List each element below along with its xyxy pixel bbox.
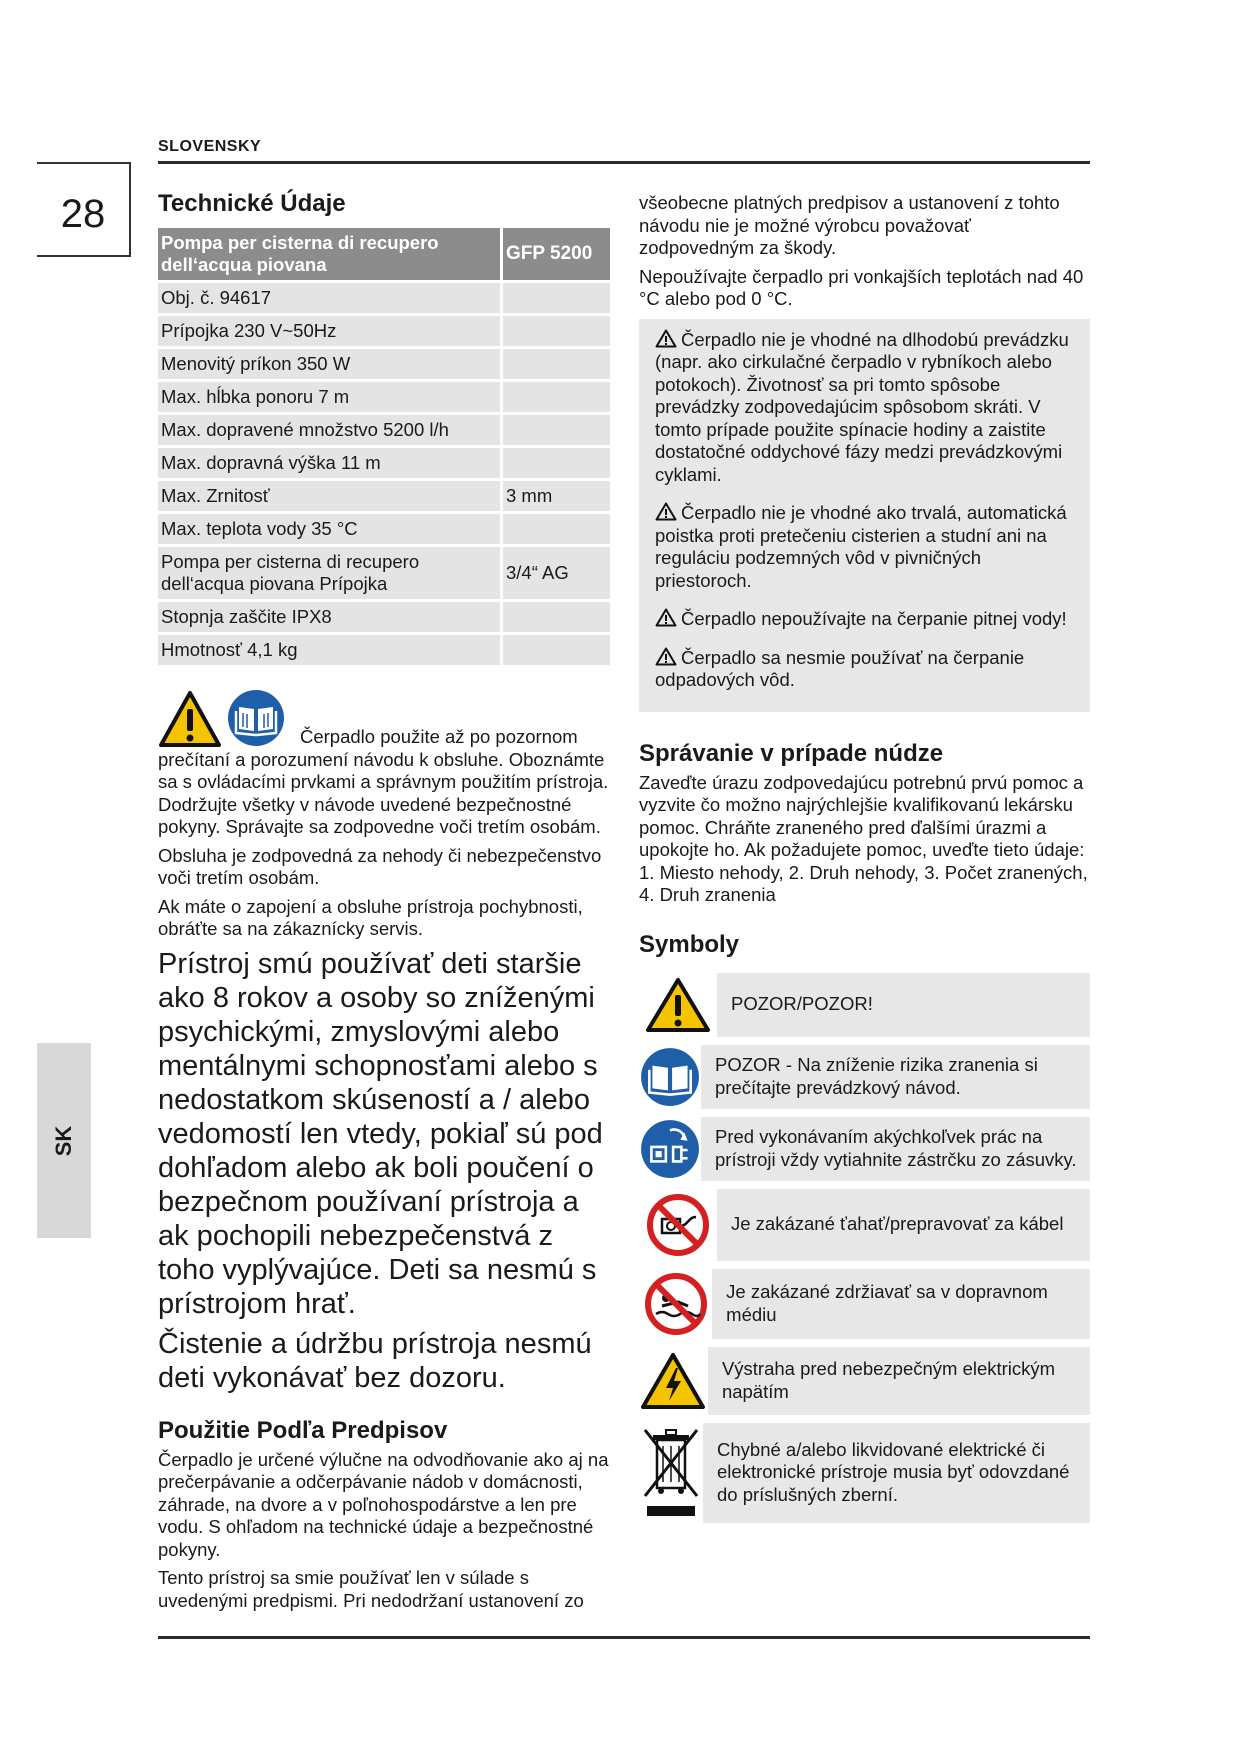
caution-notes-box <box>639 319 1090 712</box>
emergency-title: Správanie v prípade núdze <box>639 739 944 767</box>
intro-block <box>158 688 610 941</box>
spec-value: 3/4“ AG <box>500 547 610 599</box>
symbol-text: Chybné a/alebo likvidované elektrické či elektronické prístroje musia byť odovzdané do príslušných zberní. <box>717 1438 1070 1505</box>
spec-value <box>500 316 610 346</box>
spec-value <box>500 448 610 478</box>
spec-row <box>158 349 610 379</box>
spec-label: Obj. č. 94617 <box>158 283 500 313</box>
caution-triangle-icon <box>655 608 677 627</box>
unplug-icon <box>639 1118 701 1180</box>
cleaning-warning: Čistenie a údržbu prístroja nesmú deti vykonávať bez dozoru. <box>158 1327 592 1394</box>
spec-row <box>158 635 610 665</box>
symbol-text: Výstraha pred nebezpečným elektrickým napätím <box>721 1358 1056 1402</box>
bottom-divider <box>158 1636 1090 1639</box>
caution-note <box>655 502 1076 592</box>
spec-row <box>158 602 610 632</box>
spec-row <box>158 283 610 313</box>
spec-value <box>500 283 610 313</box>
spec-value <box>500 635 610 665</box>
tech-title: Technické Údaje <box>158 190 346 217</box>
warning-icon <box>645 977 711 1033</box>
right-column <box>639 192 1090 1531</box>
symbol-text: Je zakázané ťahať/prepravovať za kábel <box>731 1213 1064 1235</box>
caution-triangle-icon <box>655 502 677 521</box>
symbol-text: POZOR - Na zníženie rizika zranenia si prečítajte prevádzkový návod. <box>715 1054 1038 1098</box>
spec-table-header <box>158 228 610 280</box>
caution-note-text: Čerpadlo sa nesmie používať na čerpanie odpadových vôd. <box>655 646 1025 690</box>
side-tab-label: SK <box>51 1125 76 1156</box>
symbol-text: Pred vykonávaním akýchkoľvek prác na prístroji vždy vytiahnite zástrčku zo zásuvky. <box>715 1126 1077 1170</box>
intro-paragraph-2: Obsluha je zodpovedná za nehody či nebezpečenstvo voči tretím osobám. <box>158 844 602 888</box>
spec-value: 3 mm <box>500 481 610 511</box>
intro-paragraph-1: Čerpadlo použite až po pozornom prečítaní a porozumení návodu k obsluhe. Oboznámte sa s ovládacími prvkami a správnym použitím prístroja. Dodržujte všetky v návode uvedené bezpečnostné pokyny. Správajte sa zodpovedne voči tretím osobám. <box>158 726 609 837</box>
spec-row <box>158 481 610 511</box>
symbol-text: POZOR/POZOR! <box>731 993 873 1015</box>
no-swimming-icon <box>644 1272 708 1336</box>
usage-paragraph-1: Čerpadlo je určené výlučne na odvodňovanie ako aj na prečerpávanie a odčerpávanie nádob v domácnosti, záhrade, na dvore a v poľnohospodárstve a len pre vodu. S ohľadom na technické údaje a bezpečnostné pokyny. <box>158 1448 609 1560</box>
symbols-title: Symboly <box>639 930 740 958</box>
symbol-item <box>639 1189 1090 1261</box>
caution-note-text: Čerpadlo nepoužívajte na čerpanie pitnej vody! <box>681 608 1067 629</box>
spec-label: Pompa per cisterna di recupero dell‘acqua piovana Prípojka <box>158 547 500 599</box>
symbol-text: Je zakázané zdržiavať sa v dopravnom médiu <box>726 1281 1048 1325</box>
usage-paragraph-3: všeobecne platných predpisov a ustanovení z tohto návodu nie je možné výrobcu považovať zodpovedným za škody. <box>639 192 1060 258</box>
spec-label: Stopnja zaščite IPX8 <box>158 602 500 632</box>
side-language-tab <box>37 1043 91 1238</box>
spec-row <box>158 415 610 445</box>
symbols-list <box>639 973 1090 1523</box>
spec-header-name: Pompa per cisterna di recupero dell‘acqua piovana <box>158 228 500 280</box>
electric-hazard-icon <box>640 1352 706 1410</box>
symbol-item <box>639 1347 1090 1415</box>
no-pulling-cable-icon <box>646 1193 710 1257</box>
spec-row <box>158 514 610 544</box>
spec-label: Max. dopravná výška 11 m <box>158 448 500 478</box>
spec-label: Max. Zrnitosť <box>158 481 500 511</box>
spec-value <box>500 382 610 412</box>
weee-bin-icon <box>639 1426 703 1520</box>
spec-label: Prípojka 230 V~50Hz <box>158 316 500 346</box>
spec-value <box>500 602 610 632</box>
usage-paragraph-2: Tento prístroj sa smie používať len v súlade s uvedenými predpismi. Pri nedodržaní ustanovení zo <box>158 1567 584 1611</box>
caution-note <box>655 647 1076 692</box>
caution-note-text: Čerpadlo nie je vhodné ako trvalá, automatická poistka proti pretečeniu cisterien a studní ani na reguláciu podzemných vôd v pivničných priestoroch. <box>655 502 1067 591</box>
symbol-item <box>639 1045 1090 1109</box>
spec-row <box>158 382 610 412</box>
spec-table <box>158 225 610 668</box>
read-manual-icon <box>639 1046 701 1108</box>
page-number: 28 <box>60 192 106 236</box>
spec-label: Max. teplota vody 35 °C <box>158 514 500 544</box>
intro-icons <box>158 686 286 748</box>
spec-row <box>158 448 610 478</box>
emergency-text: Zaveďte úrazu zodpovedajúcu potrebnú prvú pomoc a vyzvite čo možno najrýchlejšie kvalifikovanú lekársku pomoc. Chráňte zraneného pred ďalšími úrazmi a upokojte ho. Ak požadujete pomoc, uveďte tieto údaje: 1. Miesto nehody, 2. Druh nehody, 3. Počet zranených, 4. Druh zranenia <box>639 771 1088 905</box>
usage-paragraph-4: Nepoužívajte čerpadlo pri vonkajších teplotách nad 40 °C alebo pod 0 °C. <box>639 265 1084 309</box>
caution-note-text: Čerpadlo nie je vhodné na dlhodobú prevádzku (napr. ako cirkulačné čerpadlo v rybníkoch alebo potokoch). Životnosť sa pri tomto spôsobe prevádzky zodpovedajúcim spôsobom skráti. V tomto prípade použite spínacie hodiny a zaistite dostatočné oddychové fázy medzi prevádzkovými cyklami. <box>655 328 1069 485</box>
caution-note <box>655 329 1076 487</box>
symbol-item <box>639 1269 1090 1339</box>
spec-label: Menovitý príkon 350 W <box>158 349 500 379</box>
left-column <box>158 190 610 1618</box>
caution-note <box>655 608 1076 631</box>
intro-paragraph-3: Ak máte o zapojení a obsluhe prístroja pochybnosti, obráťte sa na zákaznícky servis. <box>158 895 583 939</box>
spec-header-model: GFP 5200 <box>500 228 610 280</box>
symbol-item <box>639 1117 1090 1181</box>
read-manual-icon <box>226 688 286 748</box>
caution-triangle-icon <box>655 329 677 348</box>
children-warning: Prístroj smú používať deti staršie ako 8 rokov a osoby so zníženými psychickými, zmyslovými alebo mentálnymi schopnosťami alebo s nedostatkom skúseností a / alebo vedomostí len vtedy, pokiaľ sú pod dohľadom alebo ak boli poučení o bezpečnom používaní prístroja a ak pochopili nebezpečenstvá z toho vyplývajúce. Deti sa nesmú s prístrojom hrať. <box>158 947 603 1320</box>
spec-value <box>500 514 610 544</box>
top-divider <box>158 161 1090 164</box>
usage-title: Použitie Podľa Predpisov <box>158 1416 448 1444</box>
spec-value <box>500 415 610 445</box>
spec-row <box>158 547 610 599</box>
spec-label: Hmotnosť 4,1 kg <box>158 635 500 665</box>
warning-icon <box>158 690 222 748</box>
symbol-item <box>639 1423 1090 1523</box>
symbol-item <box>639 973 1090 1037</box>
spec-value <box>500 349 610 379</box>
spec-label: Max. hĺbka ponoru 7 m <box>158 382 500 412</box>
language-header: SLOVENSKY <box>158 138 262 155</box>
page-number-box <box>37 162 131 257</box>
spec-row <box>158 316 610 346</box>
spec-label: Max. dopravené množstvo 5200 l/h <box>158 415 500 445</box>
caution-triangle-icon <box>655 647 677 666</box>
